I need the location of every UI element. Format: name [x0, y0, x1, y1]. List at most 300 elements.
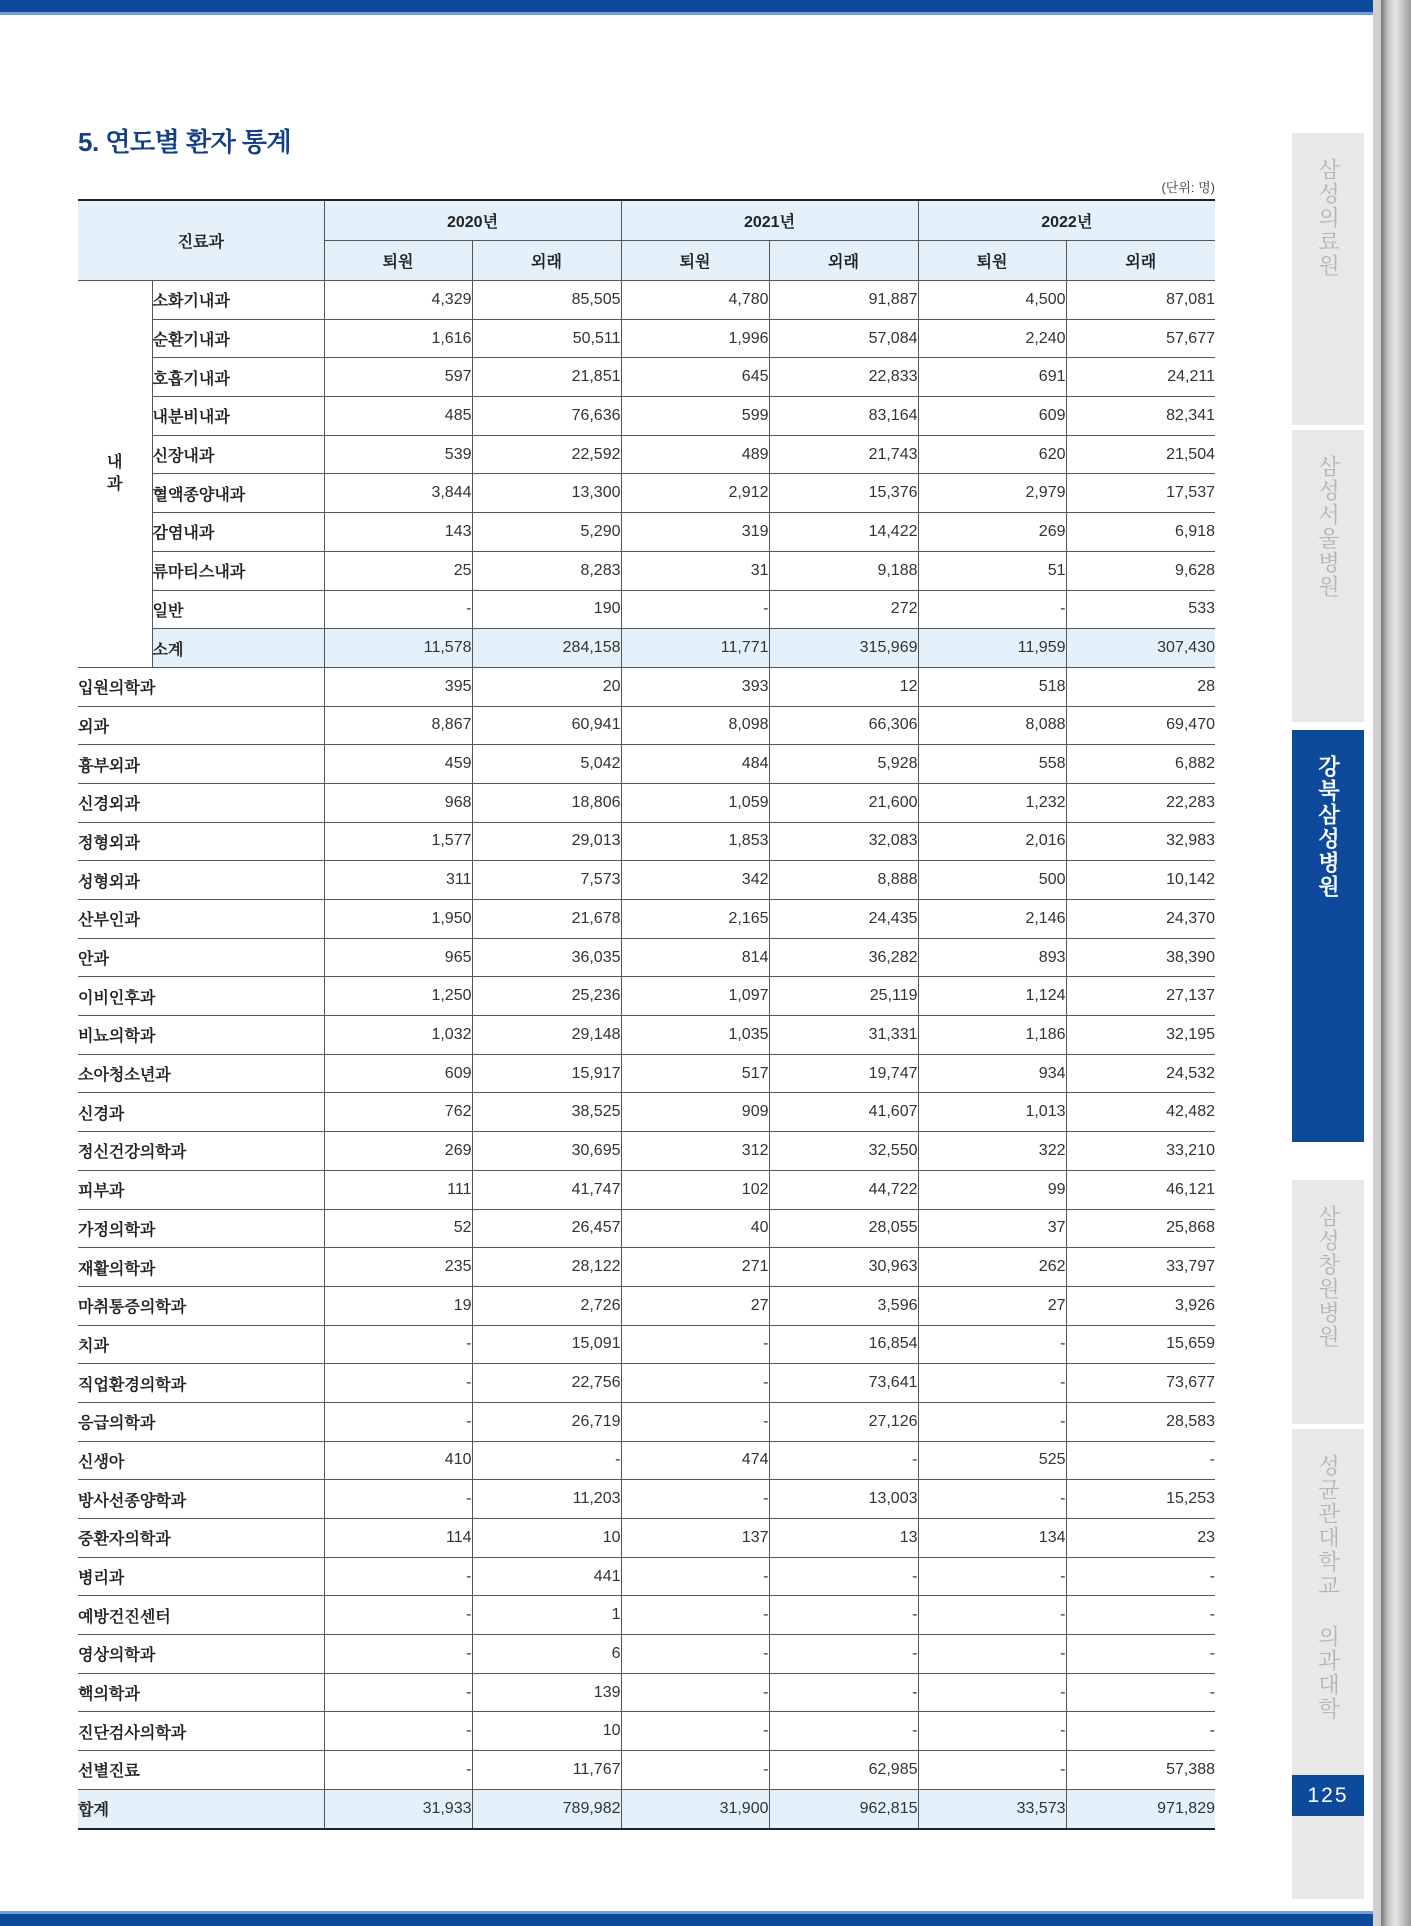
discharge-value: 609 [918, 397, 1066, 436]
discharge-value: - [918, 1557, 1066, 1596]
outpatient-value: 50,511 [472, 319, 621, 358]
outpatient-value: 28,583 [1066, 1402, 1215, 1441]
discharge-value: 31,933 [324, 1789, 472, 1828]
table-row [78, 435, 1215, 474]
outpatient-value: 29,013 [472, 822, 621, 861]
discharge-value: 518 [918, 667, 1066, 706]
table-row [78, 1364, 1215, 1403]
dept-name: 성형외과 [78, 861, 324, 900]
discharge-value: 2,240 [918, 319, 1066, 358]
table-row [78, 513, 1215, 552]
outpatient-value: 6 [472, 1635, 621, 1674]
discharge-value: 484 [621, 745, 769, 784]
discharge-value: - [918, 1480, 1066, 1519]
outpatient-value: 20 [472, 667, 621, 706]
discharge-value: 269 [918, 513, 1066, 552]
outpatient-value: 26,457 [472, 1209, 621, 1248]
discharge-value: - [918, 1364, 1066, 1403]
dept-name: 순환기내과 [152, 319, 324, 358]
table-row [78, 938, 1215, 977]
table-row [78, 1557, 1215, 1596]
discharge-value: - [621, 1325, 769, 1364]
outpatient-value: 32,083 [769, 822, 918, 861]
discharge-value: 1,059 [621, 783, 769, 822]
table-row [78, 745, 1215, 784]
outpatient-value: 10,142 [1066, 861, 1215, 900]
discharge-value: 51 [918, 551, 1066, 590]
discharge-value: 485 [324, 397, 472, 436]
outpatient-value: 62,985 [769, 1751, 918, 1790]
outpatient-value: 17,537 [1066, 474, 1215, 513]
discharge-value: 262 [918, 1248, 1066, 1287]
outpatient-value: - [769, 1557, 918, 1596]
outpatient-value: 83,164 [769, 397, 918, 436]
outpatient-value: 315,969 [769, 629, 918, 668]
outpatient-value: 284,158 [472, 629, 621, 668]
outpatient-value: - [769, 1673, 918, 1712]
dept-name: 치과 [78, 1325, 324, 1364]
dept-name: 핵의학과 [78, 1673, 324, 1712]
outpatient-value: 8,888 [769, 861, 918, 900]
discharge-value: 2,979 [918, 474, 1066, 513]
bottom-border-bar [0, 1914, 1380, 1926]
discharge-value: 517 [621, 1054, 769, 1093]
discharge-value: 599 [621, 397, 769, 436]
outpatient-value: 46,121 [1066, 1170, 1215, 1209]
table-row [78, 1712, 1215, 1751]
dept-name: 병리과 [78, 1557, 324, 1596]
discharge-value: 11,959 [918, 629, 1066, 668]
discharge-value: 395 [324, 667, 472, 706]
discharge-value: - [621, 1635, 769, 1674]
outpatient-value: 28,055 [769, 1209, 918, 1248]
table-row [78, 1596, 1215, 1635]
discharge-value: 31 [621, 551, 769, 590]
outpatient-value: 23 [1066, 1519, 1215, 1558]
outpatient-value: 9,188 [769, 551, 918, 590]
outpatient-value: 3,596 [769, 1286, 918, 1325]
subtotal-row [78, 629, 1215, 668]
discharge-value: 11,771 [621, 629, 769, 668]
discharge-value: - [324, 1325, 472, 1364]
discharge-value: - [918, 1402, 1066, 1441]
outpatient-value: 6,918 [1066, 513, 1215, 552]
side-tab-3[interactable]: 강북삼성병원 [1292, 730, 1364, 1142]
outpatient-value: 38,525 [472, 1093, 621, 1132]
discharge-value: 322 [918, 1132, 1066, 1171]
table-row [78, 1480, 1215, 1519]
dept-name: 마취통증의학과 [78, 1286, 324, 1325]
discharge-value: 1,124 [918, 977, 1066, 1016]
discharge-value: 525 [918, 1441, 1066, 1480]
discharge-value: - [324, 1402, 472, 1441]
dept-name: 신생아 [78, 1441, 324, 1480]
outpatient-value: - [769, 1441, 918, 1480]
outpatient-value: 57,084 [769, 319, 918, 358]
discharge-value: 1,616 [324, 319, 472, 358]
sub-header-outpatient: 외래 [1066, 241, 1215, 281]
dept-name: 재활의학과 [78, 1248, 324, 1287]
dept-header: 진료과 [78, 200, 324, 281]
dept-name: 안과 [78, 938, 324, 977]
outpatient-value: 76,636 [472, 397, 621, 436]
discharge-value: 893 [918, 938, 1066, 977]
discharge-value: 8,098 [621, 706, 769, 745]
table-row [78, 1751, 1215, 1790]
discharge-value: 1,032 [324, 1016, 472, 1055]
outpatient-value: 14,422 [769, 513, 918, 552]
outpatient-value: - [1066, 1635, 1215, 1674]
page-edge [1381, 0, 1411, 1926]
discharge-value: 11,578 [324, 629, 472, 668]
section-title: 5. 연도별 환자 통계 [78, 127, 292, 157]
table-row [78, 1054, 1215, 1093]
discharge-value: 102 [621, 1170, 769, 1209]
outpatient-value: 36,282 [769, 938, 918, 977]
discharge-value: 235 [324, 1248, 472, 1287]
outpatient-value: 24,370 [1066, 900, 1215, 939]
dept-name: 신경과 [78, 1093, 324, 1132]
outpatient-value: 38,390 [1066, 938, 1215, 977]
table-row [78, 281, 1215, 320]
dept-name: 소화기내과 [152, 281, 324, 320]
discharge-value: - [621, 1557, 769, 1596]
discharge-value: 909 [621, 1093, 769, 1132]
discharge-value: - [621, 1596, 769, 1635]
outpatient-value: 60,941 [472, 706, 621, 745]
dept-name: 비뇨의학과 [78, 1016, 324, 1055]
outpatient-value: 25,868 [1066, 1209, 1215, 1248]
discharge-value: 1,853 [621, 822, 769, 861]
outpatient-value: 190 [472, 590, 621, 629]
dept-name: 소아청소년과 [78, 1054, 324, 1093]
sub-header-discharge: 퇴원 [918, 241, 1066, 281]
discharge-value: 342 [621, 861, 769, 900]
outpatient-value: 9,628 [1066, 551, 1215, 590]
outpatient-value: 21,504 [1066, 435, 1215, 474]
outpatient-value: 33,797 [1066, 1248, 1215, 1287]
discharge-value: 500 [918, 861, 1066, 900]
discharge-value: 4,500 [918, 281, 1066, 320]
dept-name: 합계 [78, 1789, 324, 1828]
patient-statistics-table [78, 199, 1215, 1830]
outpatient-value: 87,081 [1066, 281, 1215, 320]
discharge-value: 965 [324, 938, 472, 977]
discharge-value: 1,250 [324, 977, 472, 1016]
discharge-value: 143 [324, 513, 472, 552]
discharge-value: 645 [621, 358, 769, 397]
dept-name: 방사선종양학과 [78, 1480, 324, 1519]
sub-header-outpatient: 외래 [472, 241, 621, 281]
dept-name: 일반 [152, 590, 324, 629]
outpatient-value: 57,388 [1066, 1751, 1215, 1790]
outpatient-value: 15,659 [1066, 1325, 1215, 1364]
discharge-value: 1,186 [918, 1016, 1066, 1055]
dept-name: 선별진료 [78, 1751, 324, 1790]
table-row [78, 474, 1215, 513]
outpatient-value: 31,331 [769, 1016, 918, 1055]
table-row [78, 1170, 1215, 1209]
discharge-value: 459 [324, 745, 472, 784]
outpatient-value: 85,505 [472, 281, 621, 320]
discharge-value: - [621, 1480, 769, 1519]
discharge-value: - [621, 590, 769, 629]
group-label-internal: 내 과 [78, 281, 152, 668]
dept-name: 이비인후과 [78, 977, 324, 1016]
discharge-value: 814 [621, 938, 769, 977]
outpatient-value: 21,678 [472, 900, 621, 939]
outpatient-value: 69,470 [1066, 706, 1215, 745]
side-tab-2[interactable]: 삼성서울병원 [1292, 430, 1364, 722]
discharge-value: 609 [324, 1054, 472, 1093]
dept-name: 예방건진센터 [78, 1596, 324, 1635]
outpatient-value: 30,963 [769, 1248, 918, 1287]
outpatient-value: 13,003 [769, 1480, 918, 1519]
table-row [78, 1325, 1215, 1364]
discharge-value: 1,996 [621, 319, 769, 358]
dept-name: 감염내과 [152, 513, 324, 552]
outpatient-value: - [1066, 1557, 1215, 1596]
outpatient-value: 24,532 [1066, 1054, 1215, 1093]
table-row [78, 977, 1215, 1016]
table-row [78, 551, 1215, 590]
table-row [78, 1635, 1215, 1674]
outpatient-value: 24,211 [1066, 358, 1215, 397]
discharge-value: 1,950 [324, 900, 472, 939]
outpatient-value: 5,928 [769, 745, 918, 784]
outpatient-value: 25,236 [472, 977, 621, 1016]
outpatient-value: 32,195 [1066, 1016, 1215, 1055]
unit-label: (단위: 명) [1161, 180, 1215, 195]
side-tab-4[interactable]: 삼성창원병원 [1292, 1180, 1364, 1424]
outpatient-value: 32,550 [769, 1132, 918, 1171]
outpatient-value: 22,756 [472, 1364, 621, 1403]
outpatient-value: - [1066, 1441, 1215, 1480]
table-row [78, 1402, 1215, 1441]
discharge-value: 319 [621, 513, 769, 552]
dept-name: 외과 [78, 706, 324, 745]
outpatient-value: 82,341 [1066, 397, 1215, 436]
discharge-value: 99 [918, 1170, 1066, 1209]
outpatient-value: 6,882 [1066, 745, 1215, 784]
discharge-value: - [621, 1712, 769, 1751]
dept-name: 입원의학과 [78, 667, 324, 706]
outpatient-value: - [472, 1441, 621, 1480]
discharge-value: 33,573 [918, 1789, 1066, 1828]
table-row [78, 783, 1215, 822]
outpatient-value: 13,300 [472, 474, 621, 513]
discharge-value: 40 [621, 1209, 769, 1248]
table-row [78, 590, 1215, 629]
outpatient-value: 22,592 [472, 435, 621, 474]
year-header-2021: 2021년 [621, 200, 918, 241]
outpatient-value: 22,283 [1066, 783, 1215, 822]
outpatient-value: - [769, 1596, 918, 1635]
discharge-value: 691 [918, 358, 1066, 397]
table-row [78, 1248, 1215, 1287]
discharge-value: 27 [918, 1286, 1066, 1325]
outpatient-value: 307,430 [1066, 629, 1215, 668]
page-number: 125 [1292, 1775, 1364, 1816]
table-row [78, 1209, 1215, 1248]
sub-header-discharge: 퇴원 [324, 241, 472, 281]
discharge-value: 762 [324, 1093, 472, 1132]
discharge-value: 2,912 [621, 474, 769, 513]
outpatient-value: 15,091 [472, 1325, 621, 1364]
dept-name: 정형외과 [78, 822, 324, 861]
discharge-value: - [918, 1596, 1066, 1635]
discharge-value: - [324, 1635, 472, 1674]
discharge-value: - [918, 590, 1066, 629]
outpatient-value: 13 [769, 1519, 918, 1558]
discharge-value: - [324, 1364, 472, 1403]
outpatient-value: 41,607 [769, 1093, 918, 1132]
discharge-value: 393 [621, 667, 769, 706]
table-row [78, 1441, 1215, 1480]
outpatient-value: 971,829 [1066, 1789, 1215, 1828]
discharge-value: 410 [324, 1441, 472, 1480]
discharge-value: 27 [621, 1286, 769, 1325]
outpatient-value: 11,767 [472, 1751, 621, 1790]
dept-name: 진단검사의학과 [78, 1712, 324, 1751]
dept-name: 신경외과 [78, 783, 324, 822]
dept-name: 피부과 [78, 1170, 324, 1209]
table-row [78, 900, 1215, 939]
outpatient-value: 8,283 [472, 551, 621, 590]
outpatient-value: 91,887 [769, 281, 918, 320]
table-row [78, 1286, 1215, 1325]
outpatient-value: - [769, 1712, 918, 1751]
discharge-value: 31,900 [621, 1789, 769, 1828]
outpatient-value: 28 [1066, 667, 1215, 706]
discharge-value: 489 [621, 435, 769, 474]
outpatient-value: 18,806 [472, 783, 621, 822]
discharge-value: 620 [918, 435, 1066, 474]
discharge-value: 1,577 [324, 822, 472, 861]
table-row [78, 319, 1215, 358]
discharge-value: 137 [621, 1519, 769, 1558]
table-row [78, 358, 1215, 397]
discharge-value: 2,016 [918, 822, 1066, 861]
discharge-value: 1,097 [621, 977, 769, 1016]
discharge-value: 4,780 [621, 281, 769, 320]
discharge-value: 52 [324, 1209, 472, 1248]
discharge-value: - [621, 1751, 769, 1790]
side-tab-1[interactable]: 삼성의료원 [1292, 133, 1364, 425]
outpatient-value: 30,695 [472, 1132, 621, 1171]
outpatient-value: 21,851 [472, 358, 621, 397]
outpatient-value: 5,290 [472, 513, 621, 552]
outpatient-value: 21,743 [769, 435, 918, 474]
outpatient-value: - [1066, 1673, 1215, 1712]
discharge-value: - [324, 1480, 472, 1519]
dept-name: 내분비내과 [152, 397, 324, 436]
discharge-value: 3,844 [324, 474, 472, 513]
discharge-value: - [324, 590, 472, 629]
discharge-value: - [324, 1673, 472, 1712]
outpatient-value: 533 [1066, 590, 1215, 629]
table-row [78, 1519, 1215, 1558]
outpatient-value: 24,435 [769, 900, 918, 939]
year-header-2022: 2022년 [918, 200, 1215, 241]
discharge-value: 269 [324, 1132, 472, 1171]
discharge-value: - [324, 1557, 472, 1596]
page-edge-inner [1373, 0, 1381, 1926]
discharge-value: - [621, 1673, 769, 1712]
discharge-value: - [918, 1325, 1066, 1364]
table-row [78, 1093, 1215, 1132]
discharge-value: 1,232 [918, 783, 1066, 822]
table-row [78, 397, 1215, 436]
outpatient-value: 10 [472, 1712, 621, 1751]
discharge-value: 558 [918, 745, 1066, 784]
outpatient-value: 5,042 [472, 745, 621, 784]
discharge-value: 539 [324, 435, 472, 474]
discharge-value: 1,035 [621, 1016, 769, 1055]
outpatient-value: 25,119 [769, 977, 918, 1016]
discharge-value: 474 [621, 1441, 769, 1480]
outpatient-value: 44,722 [769, 1170, 918, 1209]
table-row [78, 822, 1215, 861]
table-row [78, 861, 1215, 900]
outpatient-value: 15,253 [1066, 1480, 1215, 1519]
dept-name: 신장내과 [152, 435, 324, 474]
discharge-value: 37 [918, 1209, 1066, 1248]
discharge-value: - [918, 1673, 1066, 1712]
discharge-value: 271 [621, 1248, 769, 1287]
outpatient-value: 139 [472, 1673, 621, 1712]
discharge-value: 934 [918, 1054, 1066, 1093]
dept-name: 소계 [152, 629, 324, 668]
outpatient-value: 41,747 [472, 1170, 621, 1209]
year-header-2020: 2020년 [324, 200, 621, 241]
discharge-value: 2,146 [918, 900, 1066, 939]
discharge-value: 968 [324, 783, 472, 822]
dept-name: 가정의학과 [78, 1209, 324, 1248]
outpatient-value: 26,719 [472, 1402, 621, 1441]
dept-name: 흉부외과 [78, 745, 324, 784]
total-row [78, 1789, 1215, 1828]
outpatient-value: 15,917 [472, 1054, 621, 1093]
discharge-value: 111 [324, 1170, 472, 1209]
outpatient-value: 73,641 [769, 1364, 918, 1403]
table-row [78, 1673, 1215, 1712]
outpatient-value: 42,482 [1066, 1093, 1215, 1132]
discharge-value: - [918, 1712, 1066, 1751]
discharge-value: 19 [324, 1286, 472, 1325]
outpatient-value: 7,573 [472, 861, 621, 900]
dept-name: 영상의학과 [78, 1635, 324, 1674]
outpatient-value: 22,833 [769, 358, 918, 397]
outpatient-value: 3,926 [1066, 1286, 1215, 1325]
outpatient-value: 15,376 [769, 474, 918, 513]
dept-name: 류마티스내과 [152, 551, 324, 590]
table-row [78, 1132, 1215, 1171]
side-tab-5[interactable]: 성균관대학교 의과대학 [1292, 1429, 1364, 1899]
discharge-value: 2,165 [621, 900, 769, 939]
outpatient-value: - [1066, 1712, 1215, 1751]
outpatient-value: 11,203 [472, 1480, 621, 1519]
discharge-value: 8,088 [918, 706, 1066, 745]
dept-name: 직업환경의학과 [78, 1364, 324, 1403]
table-row [78, 1016, 1215, 1055]
outpatient-value: 441 [472, 1557, 621, 1596]
dept-name: 정신건강의학과 [78, 1132, 324, 1171]
discharge-value: 25 [324, 551, 472, 590]
discharge-value: - [324, 1712, 472, 1751]
outpatient-value: 36,035 [472, 938, 621, 977]
outpatient-value: 962,815 [769, 1789, 918, 1828]
